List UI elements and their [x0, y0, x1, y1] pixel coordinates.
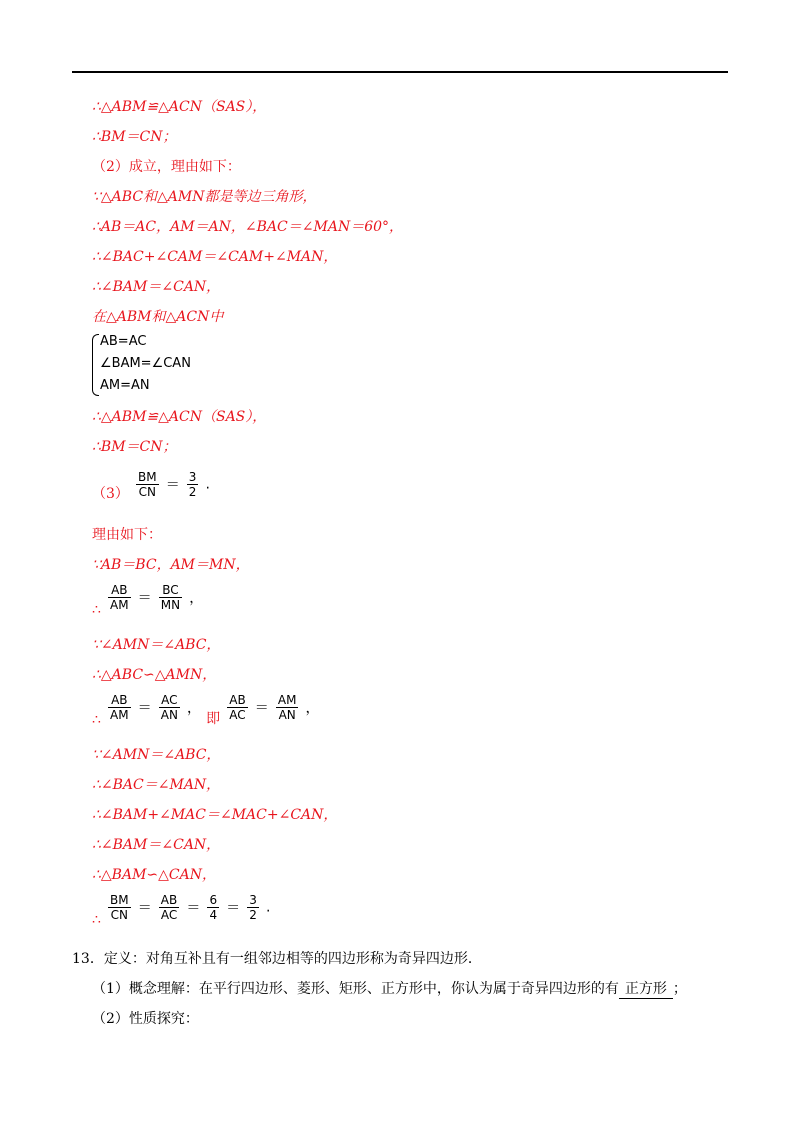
question-part-2: （2）性质探究： — [92, 1011, 199, 1027]
proof-line: ∴∠BAM+∠MAC＝∠MAC+∠CAN， — [92, 807, 338, 823]
proof-line: ∵AB＝BC，AM＝MN， — [92, 557, 250, 573]
fraction: $\frac{AB}{AC}$ — [160, 893, 178, 922]
proof-line: ∴∠BAC+∠CAM＝∠CAM+∠MAN， — [92, 249, 338, 265]
fraction: $\frac{6}{4}$ — [209, 893, 218, 922]
proof-line: ∴∠BAM＝∠CAN， — [92, 837, 221, 853]
proof-line: ∴△ABM≌△ACN（SAS）， — [92, 99, 267, 115]
fraction: $\frac{3}{2}$ — [188, 470, 197, 499]
proof-line: ∴AB＝AC，AM＝AN，∠BAC＝∠MAN＝60°， — [92, 219, 404, 235]
therefore-symbol: ∴ — [92, 912, 101, 928]
proof-line: ∴△ABM≌△ACN（SAS）， — [92, 409, 267, 425]
fraction-equation: ∴ $\frac{AB}{AM}$ ＝ $\frac{AC}{AN}$ ， 即 $\frac{AB}{AC}$ ＝ $\frac{AM}{AN}$ ， — [92, 693, 320, 728]
proof-line: ∵△ABC和△AMN都是等边三角形， — [92, 189, 317, 205]
fraction: $\frac{BM}{CN}$ — [110, 893, 129, 922]
question-title: 13．定义：对角互补且有一组邻边相等的四边形称为奇异四边形． — [72, 951, 482, 967]
fraction-equation: ∴ $\frac{AB}{AM}$ ＝ $\frac{BC}{MN}$ ， — [92, 583, 204, 618]
proof-line: ∵∠AMN＝∠ABC， — [92, 637, 221, 653]
fraction: $\frac{AB}{AC}$ — [229, 693, 246, 722]
fraction: $\frac{AM}{AN}$ — [277, 693, 297, 722]
proof-line: ∵∠AMN＝∠ABC， — [92, 747, 221, 763]
system-row: ∠BAM=∠CAN — [100, 356, 191, 371]
fraction: $\frac{3}{2}$ — [249, 893, 257, 922]
proof-line: 理由如下： — [92, 527, 162, 543]
proof-line: ∴∠BAC＝∠MAN， — [92, 777, 221, 793]
system-row: AB=AC — [100, 334, 147, 349]
proof-line: ∴BM＝CN； — [92, 439, 177, 455]
fraction: $\frac{AC}{AN}$ — [160, 693, 178, 722]
proof-line: ∴△ABC∽△AMN， — [92, 667, 217, 683]
therefore-symbol: ∴ — [92, 602, 101, 618]
header-rule — [72, 71, 728, 73]
proof-line: （2）成立，理由如下： — [92, 159, 241, 175]
fraction-equation: ∴ $\frac{BM}{CN}$ ＝ $\frac{AB}{AC}$ ＝ $\frac{6}{4}$ ＝ $\frac{3}{2}$ . — [92, 893, 271, 928]
proof-line: ∴∠BAM＝∠CAN， — [92, 279, 221, 295]
system-row: AM=AN — [100, 378, 150, 393]
proof-line: ∴△BAM∽△CAN， — [92, 867, 216, 883]
fraction-equation: （3） $\frac{BM}{CN}$ ＝ $\frac{3}{2}$ . — [92, 470, 210, 502]
fraction: $\frac{AB}{AM}$ — [110, 693, 129, 722]
proof-line: ∴BM＝CN； — [92, 129, 177, 145]
fraction: $\frac{AB}{AM}$ — [110, 583, 129, 612]
fraction: $\frac{BC}{MN}$ — [160, 583, 181, 612]
left-brace — [92, 334, 99, 396]
answer-blank: 正方形 — [619, 978, 673, 999]
therefore-symbol: ∴ — [92, 712, 101, 728]
proof-line: 在△ABM和△ACN中 — [92, 309, 224, 325]
fraction: $\frac{BM}{CN}$ — [138, 470, 157, 499]
part-label: （3） — [92, 486, 129, 502]
question-part-1: （1）概念理解：在平行四边形、菱形、矩形、正方形中，你认为属于奇异四边形的有 正方形 ； — [92, 978, 687, 999]
ji-word: 即 — [206, 711, 221, 727]
